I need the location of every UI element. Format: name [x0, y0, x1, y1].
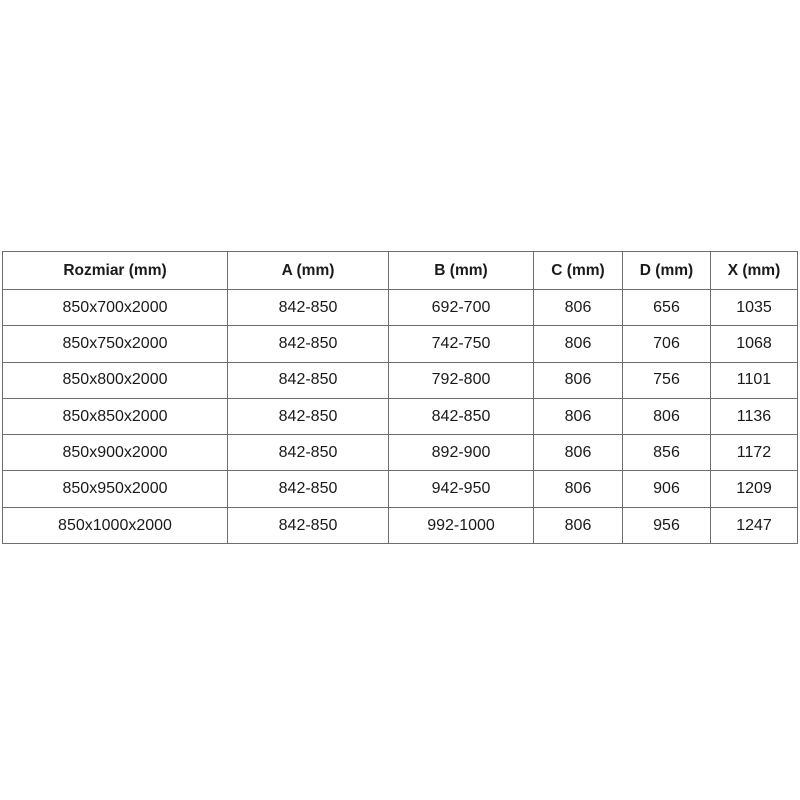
column-header-x: X (mm) [711, 252, 798, 290]
table-row [3, 362, 798, 398]
table-cell: 850x700x2000 [3, 290, 228, 326]
table-cell: 842-850 [228, 507, 389, 543]
column-header-c: C (mm) [534, 252, 623, 290]
table-cell: 850x1000x2000 [3, 507, 228, 543]
table-cell: 692-700 [389, 290, 534, 326]
table-header-row [3, 252, 798, 290]
table-cell: 1172 [711, 435, 798, 471]
table-cell: 806 [534, 471, 623, 507]
table-row [3, 507, 798, 543]
table-row [3, 435, 798, 471]
table-cell: 1035 [711, 290, 798, 326]
table-cell: 656 [623, 290, 711, 326]
column-header-a: A (mm) [228, 252, 389, 290]
table-row [3, 398, 798, 434]
table-cell: 742-750 [389, 326, 534, 362]
table-cell: 842-850 [228, 362, 389, 398]
table-cell: 842-850 [389, 398, 534, 434]
table-cell: 792-800 [389, 362, 534, 398]
table-cell: 942-950 [389, 471, 534, 507]
size-spec-table [2, 251, 798, 544]
table-cell: 706 [623, 326, 711, 362]
table-cell: 850x950x2000 [3, 471, 228, 507]
table-cell: 956 [623, 507, 711, 543]
table-cell: 806 [534, 362, 623, 398]
table-cell: 842-850 [228, 471, 389, 507]
table-cell: 850x900x2000 [3, 435, 228, 471]
table-cell: 892-900 [389, 435, 534, 471]
table-cell: 806 [534, 326, 623, 362]
table-cell: 806 [534, 398, 623, 434]
table-row [3, 290, 798, 326]
table-cell: 842-850 [228, 290, 389, 326]
table-cell: 906 [623, 471, 711, 507]
table-cell: 992-1000 [389, 507, 534, 543]
table-cell: 756 [623, 362, 711, 398]
column-header-rozmiar: Rozmiar (mm) [3, 252, 228, 290]
column-header-d: D (mm) [623, 252, 711, 290]
table-cell: 1247 [711, 507, 798, 543]
table-cell: 856 [623, 435, 711, 471]
table-cell: 850x800x2000 [3, 362, 228, 398]
table-cell: 842-850 [228, 435, 389, 471]
table-cell: 1136 [711, 398, 798, 434]
table-cell: 850x850x2000 [3, 398, 228, 434]
table-row [3, 471, 798, 507]
table-cell: 806 [623, 398, 711, 434]
table-cell: 842-850 [228, 326, 389, 362]
table-cell: 1101 [711, 362, 798, 398]
table-cell: 806 [534, 435, 623, 471]
table-cell: 842-850 [228, 398, 389, 434]
table-row [3, 326, 798, 362]
table-cell: 1068 [711, 326, 798, 362]
table-cell: 1209 [711, 471, 798, 507]
table-cell: 850x750x2000 [3, 326, 228, 362]
table-body [3, 290, 798, 544]
table-cell: 806 [534, 290, 623, 326]
table-cell: 806 [534, 507, 623, 543]
column-header-b: B (mm) [389, 252, 534, 290]
